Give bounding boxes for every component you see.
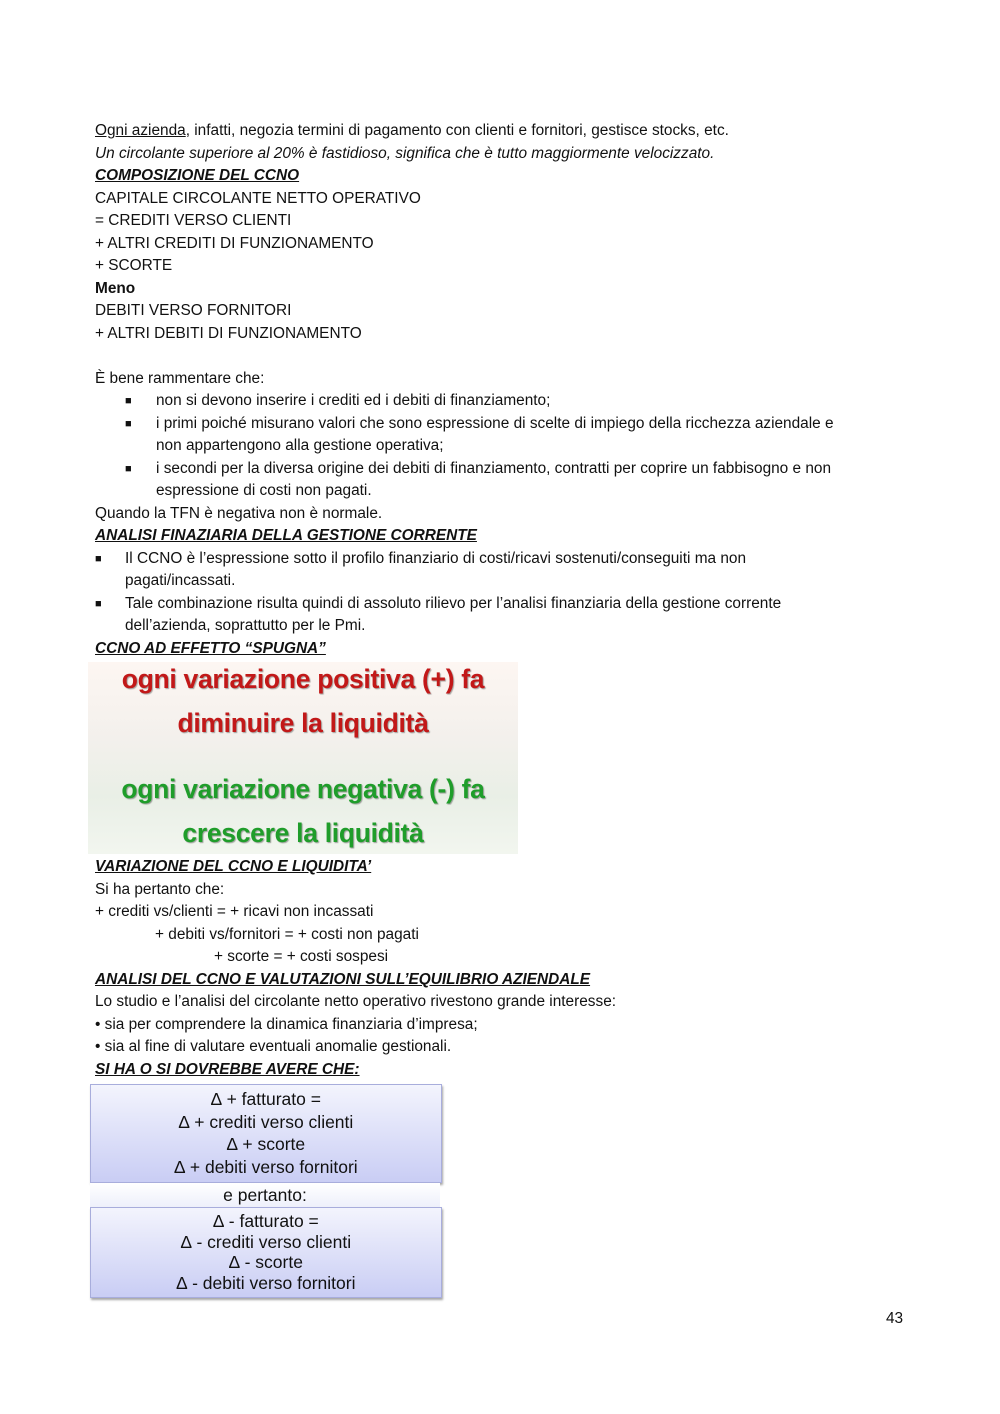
intro-line-1 [95, 120, 915, 143]
rammentare-intro: È bene rammentare che: [95, 369, 265, 387]
heading-variazione: VARIAZIONE DEL CCNO E LIQUIDITA’ [95, 858, 372, 875]
list-item-text: i secondi per la diversa origine dei debiti di finanziamento, contratti per coprire un fabbisogno e non [156, 459, 832, 477]
list-item [95, 548, 915, 593]
delta-plus-box [90, 1084, 442, 1183]
variazione-line: + debiti vs/fornitori = + costi non pagati [155, 925, 419, 943]
spugna-figure [88, 662, 518, 854]
heading-composizione: COMPOSIZIONE DEL CCNO [95, 167, 300, 184]
list-item-text: i primi poiché misurano valori che sono espressione di scelte di impiego della ricchezza aziendale e [156, 414, 834, 432]
composizione-line: + SCORTE [95, 257, 173, 274]
intro-line-2: Un circolante superiore al 20% è fastidioso, significa che è tutto maggiormente velocizzato. [95, 144, 715, 162]
delta-line: ∆ - debiti verso fornitori [176, 1272, 356, 1293]
variazione-intro: Si ha pertanto che: [95, 880, 225, 898]
intro-line-1-text: , infatti, negozia termini di pagamento con clienti e fornitori, gestisce stocks, etc. [185, 122, 729, 139]
list-item-text: Il CCNO è l’espressione sotto il profilo finanziario di costi/ricavi sostenuti/conseguiti ma non [125, 549, 747, 567]
page-number: 43 [886, 1310, 904, 1327]
composizione-line: CAPITALE CIRCOLANTE NETTO OPERATIVO [95, 189, 421, 207]
composizione-line: + ALTRI CREDITI DI FUNZIONAMENTO [95, 234, 374, 252]
square-bullet-icon: ■ [125, 462, 132, 475]
delta-line: ∆ + debiti verso fornitori [174, 1156, 358, 1177]
variazione-line: + crediti vs/clienti = + ricavi non incassati [95, 903, 374, 920]
delta-line: ∆ + scorte [226, 1134, 306, 1154]
list-item-text: non si devono inserire i crediti ed i debiti di finanziamento; [156, 392, 551, 409]
underlined-term: Ogni azienda [95, 122, 186, 139]
heading-analisi-corrente: ANALISI FINAZIARIA DELLA GESTIONE CORRENTE [95, 527, 477, 544]
list-item-text: pagati/incassati. [125, 572, 236, 589]
spugna-line-decrease: diminuire la liquidità [177, 708, 429, 738]
delta-line: ∆ - scorte [229, 1252, 303, 1272]
spugna-line-increase: crescere la liquidità [182, 818, 424, 848]
document-page [95, 120, 915, 1298]
list-item [95, 458, 915, 503]
square-bullet-icon: ■ [125, 395, 132, 407]
heading-dovrebbe: SI HA O SI DOVREBBE AVERE CHE: [95, 1060, 360, 1078]
list-item [95, 413, 915, 458]
variazione-line: + scorte = + costi sospesi [214, 948, 389, 965]
tfn-note: Quando la TFN è negativa non è normale. [95, 504, 383, 522]
equilibrio-intro: Lo studio e l’analisi del circolante netto operativo rivestono grande interesse: [95, 993, 617, 1010]
list-item [95, 593, 915, 638]
square-bullet-icon: ■ [95, 552, 102, 565]
composizione-line: + ALTRI DEBITI DI FUNZIONAMENTO [95, 324, 362, 342]
delta-line: ∆ + crediti verso clienti [178, 1111, 354, 1132]
list-item-text: dell’azienda, soprattutto per le Pmi. [125, 617, 366, 634]
pertanto-label: e pertanto: [90, 1183, 440, 1207]
list-item [95, 390, 915, 413]
spugna-line-negative: ogni variazione negativa (-) fa [121, 774, 485, 804]
heading-spugna: CCNO AD EFFETTO “SPUGNA” [95, 639, 326, 657]
composizione-line: DEBITI VERSO FORNITORI [95, 302, 292, 319]
list-item-text: Tale combinazione risulta quindi di assoluto rilievo per l’analisi finanziaria della gestione corrente [125, 594, 782, 612]
delta-minus-box [90, 1207, 442, 1298]
delta-line: ∆ + fatturato = [211, 1089, 321, 1109]
heading-equilibrio: ANALISI DEL CCNO E VALUTAZIONI SULL’EQUILIBRIO AZIENDALE [95, 970, 591, 988]
meno-label: Meno [95, 279, 136, 297]
list-item-text: espressione di costi non pagati. [156, 482, 372, 499]
spacer [95, 345, 915, 368]
equilibrio-bullet: • sia al fine di valutare eventuali anomalie gestionali. [95, 1038, 452, 1055]
delta-line: ∆ - fatturato = [213, 1211, 319, 1231]
composizione-line: = CREDITI VERSO CLIENTI [95, 212, 292, 229]
equilibrio-bullet: • sia per comprendere la dinamica finanziaria d’impresa; [95, 1015, 478, 1033]
square-bullet-icon: ■ [125, 417, 132, 430]
delta-line: ∆ - crediti verso clienti [180, 1231, 352, 1252]
spugna-line-positive: ogni variazione positiva (+) fa [121, 664, 485, 694]
square-bullet-icon: ■ [95, 597, 102, 610]
list-item-text: non appartengono alla gestione operativa; [156, 437, 444, 454]
